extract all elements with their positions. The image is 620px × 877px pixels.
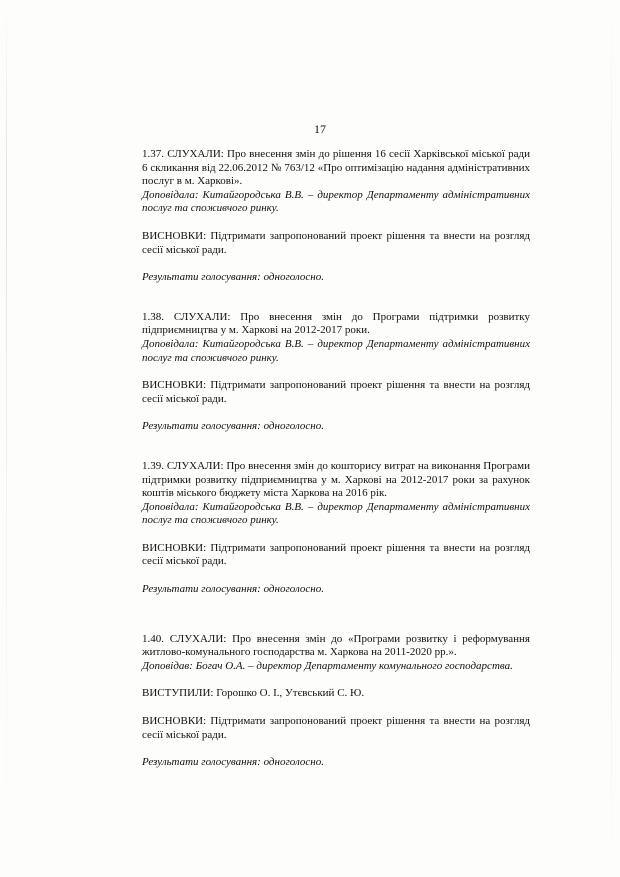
conclusions-text: ВИСНОВКИ: Підтримати запропонований проект рішення та внести на розгляд сесії міської ради. bbox=[142, 379, 530, 405]
conclusions-text: ВИСНОВКИ: Підтримати запропонований проект рішення та внести на розгляд сесії міської ради. bbox=[142, 229, 530, 256]
vote-result: Результати голосування: одноголосно. bbox=[142, 271, 324, 284]
speakers-list: ВИСТУПИЛИ: Горошко О. І., Утєвський С. Ю. bbox=[142, 687, 365, 700]
minutes-content bbox=[142, 148, 530, 770]
conclusions-text: ВИСНОВКИ: Підтримати запропонований проект рішення та внести на розгляд сесії міської ради. bbox=[142, 541, 530, 568]
heard-text: 1.39. СЛУХАЛИ: Про внесення змін до кошторису витрат на виконання Програми підтримки розвитку підприємництва у м. Харкові на 2012-2017 роки за рахунок коштів міського бюджету міста Харкова на 2016 рік. bbox=[142, 459, 530, 500]
heard-text: 1.38. СЛУХАЛИ: Про внесення змін до Програми підтримки розвитку підприємництва у м. Харкові на 2012-2017 роки. bbox=[142, 310, 530, 337]
heard-text: 1.40. СЛУХАЛИ: Про внесення змін до «Програми розвитку і реформування житлово-комунального господарства м. Харкова на 2011-2020 рр.». bbox=[142, 632, 530, 659]
vote-result: Результати голосування: одноголосно. bbox=[142, 756, 324, 769]
agenda-item-1-37 bbox=[142, 148, 530, 285]
agenda-item-1-38 bbox=[142, 311, 530, 434]
agenda-item-1-39 bbox=[142, 460, 530, 597]
speaker-text: Доповідала: Китайгородська В.В. – директор Департаменту адміністративних послуг та споживчого ринку. bbox=[142, 500, 530, 527]
speaker-text: Доповідала: Китайгородська В.В. – директор Департаменту адміністративних послуг та споживчого ринку. bbox=[142, 337, 530, 364]
agenda-item-1-40 bbox=[142, 633, 530, 770]
speaker-text: Доповідала: Китайгородська В.В. – директор Департаменту адміністративних послуг та споживчого ринку. bbox=[142, 188, 530, 215]
vote-result: Результати голосування: одноголосно. bbox=[142, 583, 324, 596]
speaker-text: Доповідав: Богач О.А. – директор Департаменту комунального господарства. bbox=[142, 659, 513, 672]
heard-text: 1.37. СЛУХАЛИ: Про внесення змін до рішення 16 сесії Харківської міської ради 6 скликання від 22.06.2012 № 763/12 «Про оптимізацію надання адміністративних послуг в м. Харкові». bbox=[142, 148, 530, 188]
conclusions-text: ВИСНОВКИ: Підтримати запропонований проект рішення та внести на розгляд сесії міської ради. bbox=[142, 715, 530, 741]
vote-result: Результати голосування: одноголосно. bbox=[142, 420, 324, 433]
page-number: 17 bbox=[314, 122, 326, 136]
